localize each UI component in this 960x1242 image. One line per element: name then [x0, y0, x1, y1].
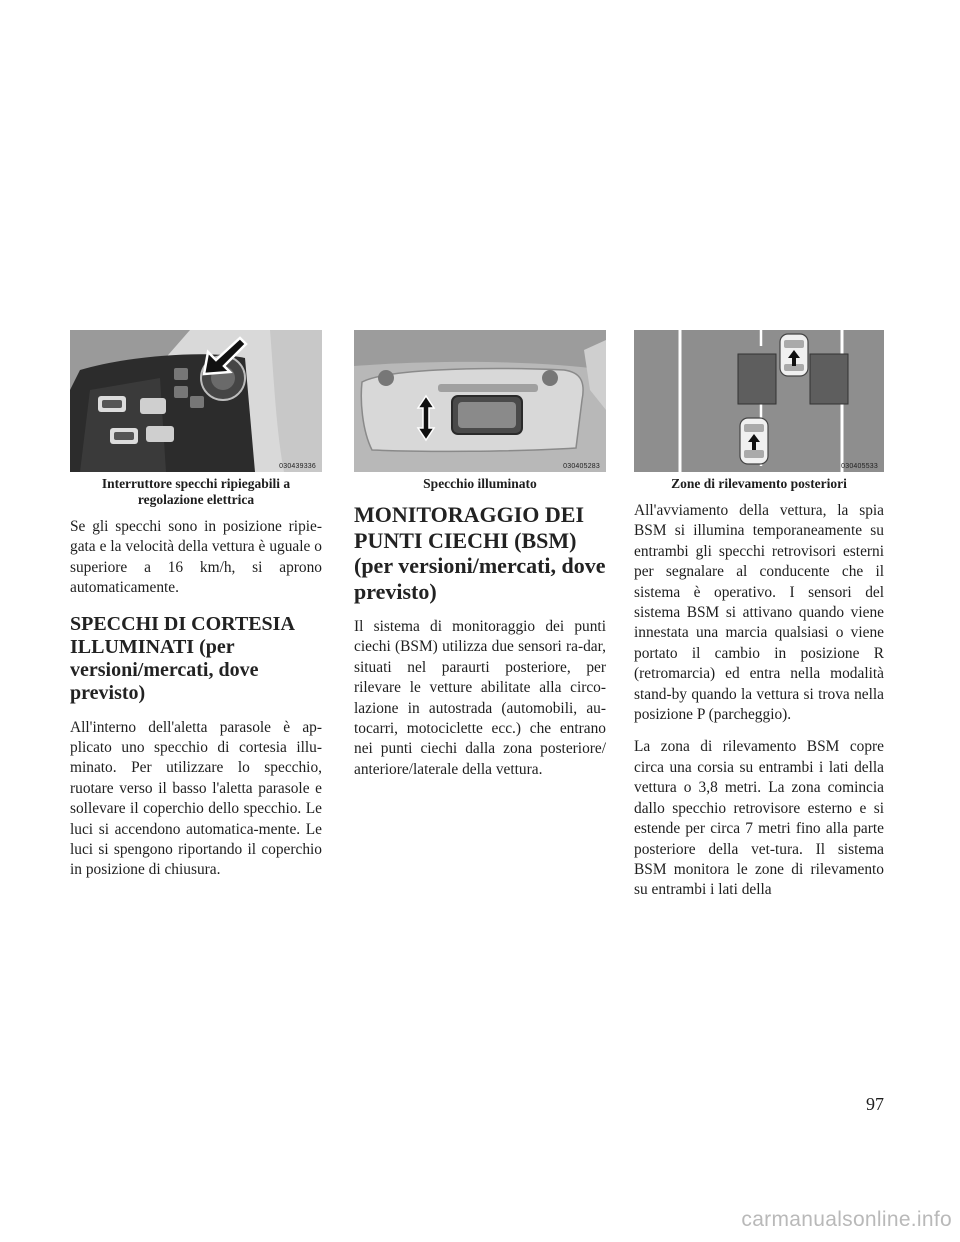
detection-zones-diagram — [634, 330, 884, 472]
watermark-link[interactable]: carmanualsonline.info — [741, 1208, 952, 1231]
caption-line: regolazione elettrica — [137, 492, 255, 507]
column-middle — [354, 330, 606, 780]
page-number: 97 — [866, 1094, 884, 1114]
figure-mirror-switch — [70, 330, 322, 472]
mirror-switch-photo — [70, 330, 322, 472]
figure-vanity-mirror — [354, 330, 606, 472]
section-heading: SPECCHI DI CORTESIA ILLUMINATI (per versioni/mercati, dove previsto) — [70, 612, 294, 704]
figure-caption: Zone di rilevamento posteriori — [671, 476, 847, 491]
vanity-mirror-photo — [354, 330, 606, 472]
figure-caption — [70, 476, 322, 508]
paragraph: Se gli specchi sono in posizione ripie-gata e la velocità della vettura è uguale o superiore a 16 km/h, si aprono automaticamente. — [70, 518, 322, 597]
figure-caption: Specchio illuminato — [423, 476, 537, 491]
figure-code: 030405533 — [841, 463, 878, 470]
paragraph: Il sistema di monitoraggio dei punti ciechi (BSM) utilizza due sensori ra-dar, situati nel paraurti posteriore, per rilevare le vetture abilitate alla circo-lazione in autostrada (automobili, au-tocarri, motociclette ecc.) che entrano nei punti ciechi dalla zona posteriore/ anteriore/laterale della vettura. — [354, 618, 606, 778]
paragraph: La zona di rilevamento BSM copre circa una corsia su entrambi i lati della vettura o 3,8 metri. La zona comincia dallo specchio retrovisore esterno e si estende per circa 7 metri fino alla parte posteriore della vet-tura. Il sistema BSM monitora le zone di rilevamento su entrambi i lati della — [634, 738, 884, 899]
paragraph: All'interno dell'aletta parasole è ap-plicato uno specchio di cortesia illu-minato. Per utilizzare lo specchio, ruotare verso il basso l'aletta parasole e sollevare il coperchio dello specchio. Le luci si accendono automatica-mente. Le luci si spengono riportando il coperchio in posizione di chiusura. — [70, 718, 322, 879]
figure-code: 030405283 — [563, 463, 600, 470]
column-left — [70, 330, 322, 881]
figure-code: 030439336 — [279, 463, 316, 470]
paragraph: All'avviamento della vettura, la spia BSM si illumina temporaneamente su entrambi gli specchi retrovisori esterni per segnalare al conducente che il sistema è operativo. I sensori del sistema BSM si attivano quando viene innestata una marcia qualsiasi o viene portato il cambio in posizione R (retromarcia) ed entra nella modalità stand-by quando la vettura si trova nella posizione P (parcheggio). — [634, 502, 884, 724]
figure-detection-zones — [634, 330, 884, 472]
caption-line: Interruttore specchi ripiegabili a — [101, 476, 291, 491]
section-heading: MONITORAGGIO DEI PUNTI CIECHI (BSM) (per versioni/mercati, dove previsto) — [354, 502, 606, 604]
column-right — [634, 330, 884, 901]
